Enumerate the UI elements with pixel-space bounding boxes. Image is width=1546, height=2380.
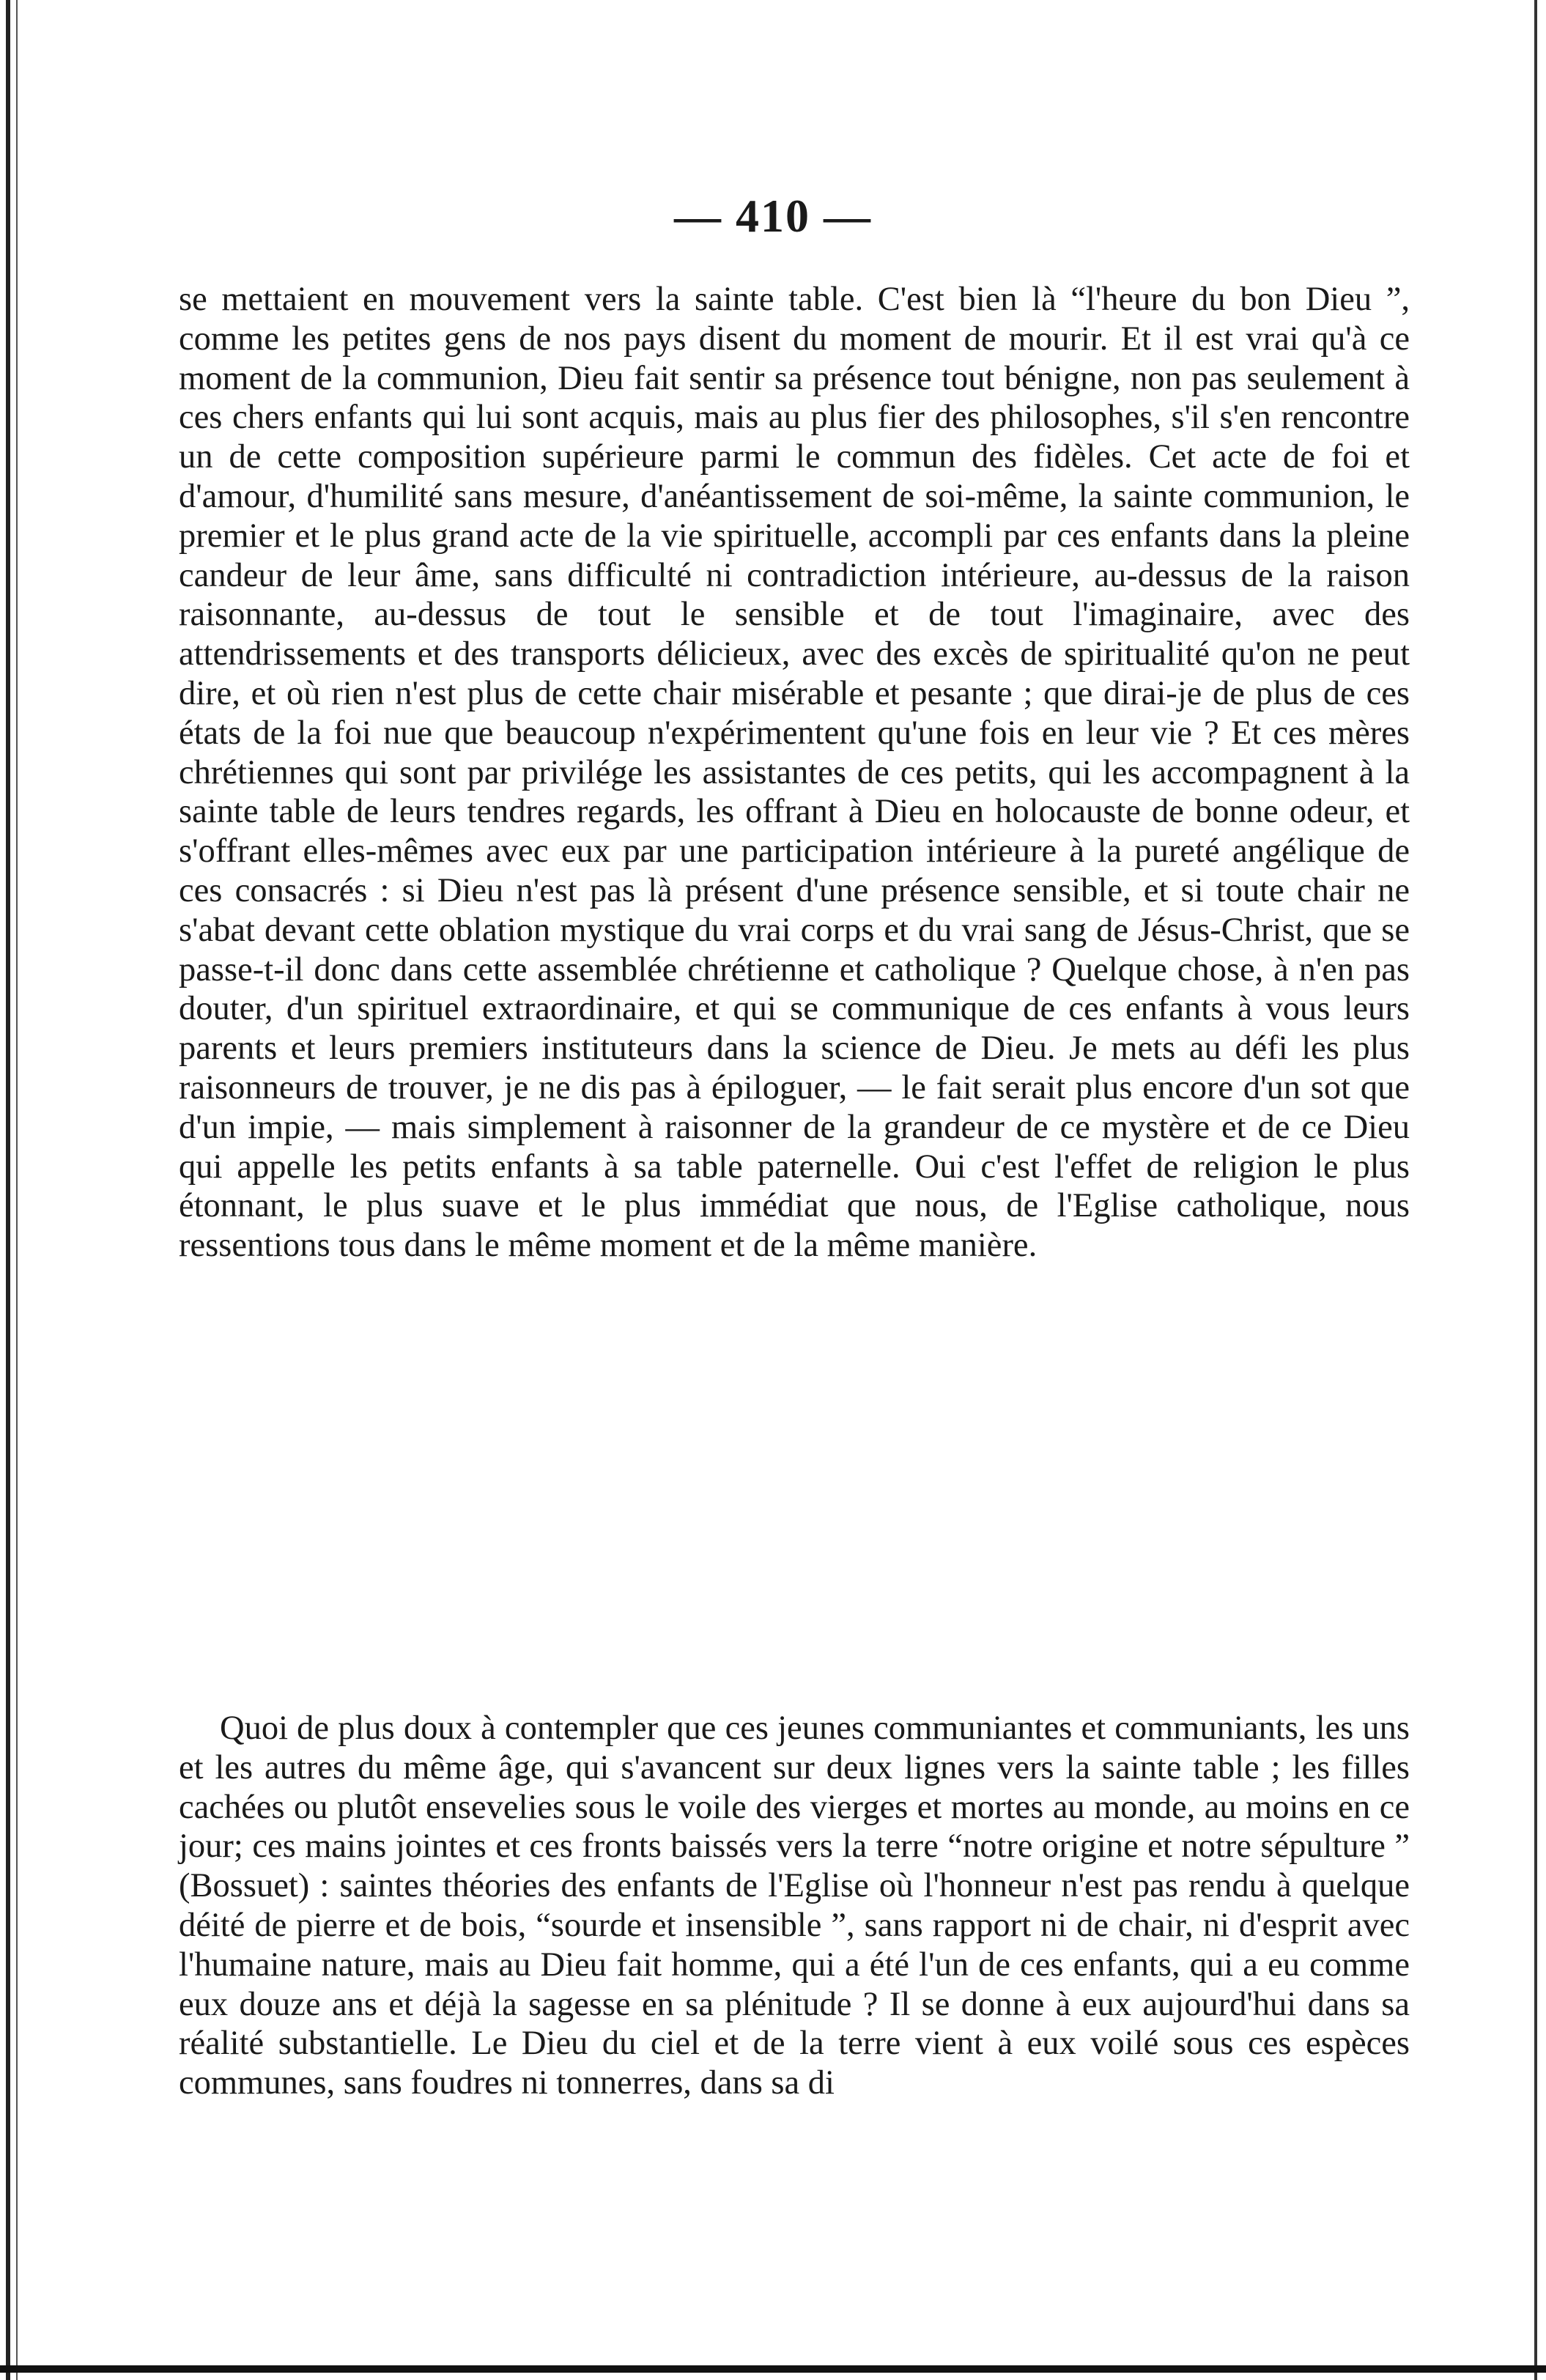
scan-right-edge <box>1534 0 1537 2380</box>
scan-left-edge-line <box>16 0 18 2380</box>
page-number: — 410 — <box>674 190 872 242</box>
paragraph-1: se mettaient en mouvement vers la sainte table. C'est bien là “l'heure du bon Dieu ”, comme les petites gens de nos pays disent du moment de mourir. Et il est vrai qu'à ce moment de la communion, Dieu fait sentir sa présence tout bénigne, non pas seulement à ces chers enfants qui lui sont acquis, mais au plus fier des philosophes, s'il s'en rencontre un de cette composition supérieure parmi le commun des fidèles. Cet acte de foi et d'amour, d'humilité sans mesure, d'anéantissement de soi-même, la sainte communion, le premier et le plus grand acte de la vie spirituelle, accompli par ces enfants dans la pleine candeur de leur âme, sans difficulté ni contradiction intérieure, au-dessus de la raison raisonnante, au-dessus de tout le sensible et de tout l'imaginaire, avec des attendrissements et des transports délicieux, avec des excès de spiritualité qu'on ne peut dire, et où rien n'est plus de cette chair misérable et pesante ; que dirai-je de plus de ces états de la foi nue que beaucoup n'expérimentent qu'une fois en leur vie ? Et ces mères chrétiennes qui sont par privilége les assistantes de ces petits, qui les accompagnent à la sainte table de leurs tendres regards, les offrant à Dieu en holocauste de bonne odeur, et s'offrant elles-mêmes avec eux par une participation intérieure à la pureté angélique de ces consacrés : si Dieu n'est pas là présent d'une présence sensible, et si toute chair ne s'abat devant cette oblation mystique du vrai corps et du vrai sang de Jésus-Christ, que se passe-t-il donc dans cette assemblée chrétienne et catholique ? Quelque chose, à n'en pas douter, d'un spirituel extraordinaire, et qui se communique de ces enfants à vous leurs parents et leurs premiers instituteurs dans la science de Dieu. Je mets au défi les plus raisonneurs de trouver, je ne dis pas à épiloguer, — le fait serait plus encore d'un sot que d'un impie, — mais simplement à raisonner de la grandeur de ce mystère et de ce Dieu qui appelle les petits enfants à sa table paternelle. Oui c'est l'effet de religion le plus étonnant, le plus suave et le plus immédiat que nous, de l'Eglise catholique, nous ressentions tous dans le même moment et de la même manière. <box>179 281 1410 1265</box>
paragraph-2: Quoi de plus doux à contempler que ces jeunes communiantes et communiants, les uns et les autres du même âge, qui s'avancent sur deux lignes vers la sainte table ; les filles cachées ou plutôt ensevelies sous le voile des vierges et mortes au monde, au moins en ce jour; ces mains jointes et ces fronts baissés vers la terre “notre origine et notre sépulture ” (Bossuet) : saintes théories des enfants de l'Eglise où l'honneur n'est pas rendu à quelque déité de pierre et de bois, “sourde et insensible ”, sans rapport ni de chair, ni d'esprit avec l'humaine nature, mais au Dieu fait homme, qui a été l'un de ces enfants, qui a eu comme eux douze ans et déjà la sagesse en sa plénitude ? Il se donne à eux aujourd'hui dans sa réalité substantielle. Le Dieu du ciel et de la terre vient à eux voilé sous ces espèces communes, sans foudres ni tonnerres, dans sa di <box>179 1710 1410 2102</box>
scan-left-edge <box>6 0 10 2380</box>
scan-bottom-edge <box>0 2365 1546 2373</box>
